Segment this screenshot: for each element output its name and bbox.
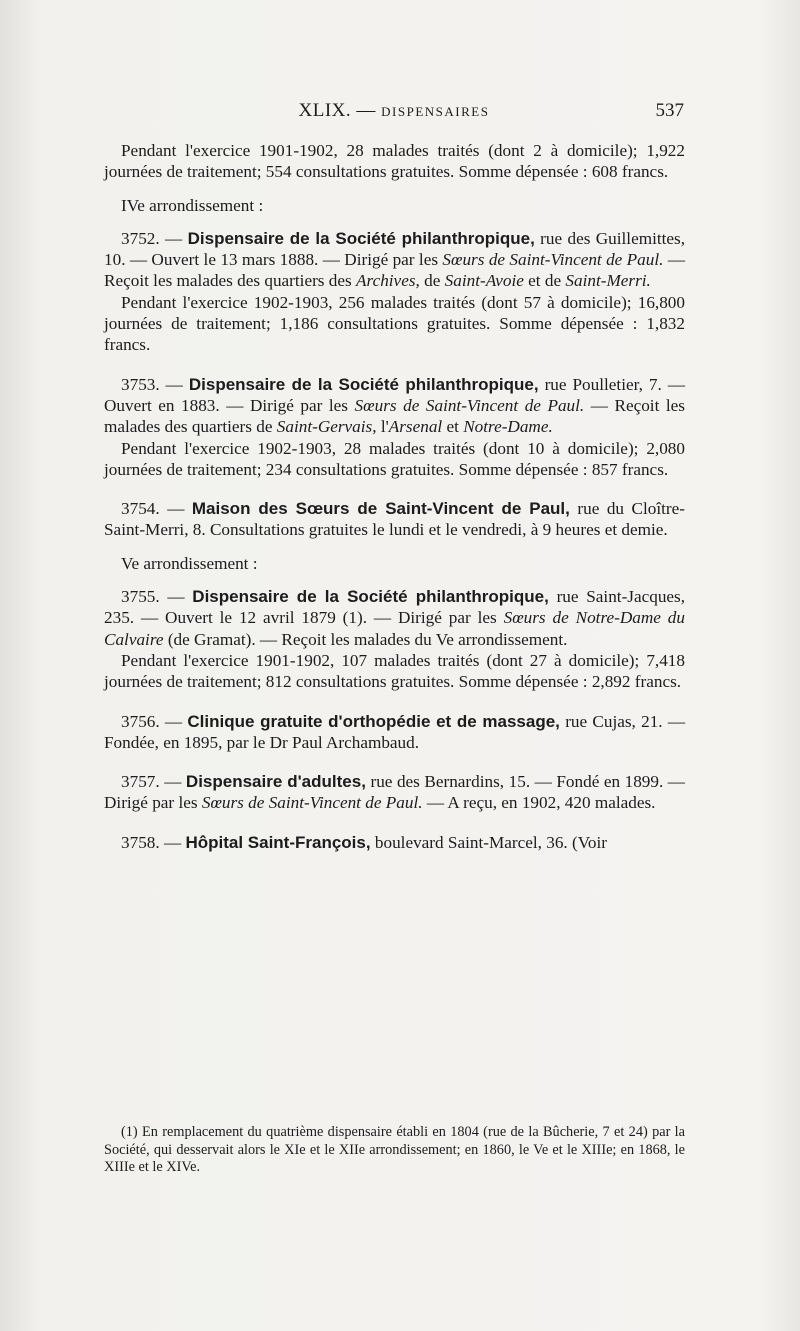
entry-3755: 3755. — Dispensaire de la Société philanthropique, rue Saint-Jacques, 235. — Ouvert le 12 avril 1879 (1). — Dirigé par les Sœurs de Notre-Dame du Calvaire (de Gramat). — Reçoit les malades du Ve arrondissement. [104,587,686,649]
entry-name: Hôpital Saint-François, [185,832,371,852]
footnote-text: (1) En remplacement du quatrième dispensaire établi en 1804 (rue de la Bûcherie, 7 et 24) par la Société, qui desservait alors le XIe et le XIIe arrondissement; en 1860, le Ve et le XIIIe; en 1868, le XIIIe et le XIVe. [104,1124,685,1175]
entry-number: 3756. — [121,711,183,731]
page-number: 537 [655,100,684,121]
header-section: DISPENSAIRES [381,104,490,119]
entry-name: Clinique gratuite d'orthopédie et de massage, [187,711,560,731]
entry-3753: 3753. — Dispensaire de la Société philanthropique, rue Poulletier, 7. — Ouvert en 1883. — Dirigé par les Sœurs de Saint-Vincent de Paul. — Reçoit les malades des quartiers de Saint-Gervais, l'Arsenal et Notre-Dame. [104,374,686,437]
footnote [104,1124,685,1177]
entry-3755-stats: Pendant l'exercice 1901-1902, 107 malades traités (dont 27 à domicile); 7,418 journées de traitement; 812 consultations gratuites. Somme dépensée : 2,892 francs. [104,650,685,692]
entry-name: Dispensaire de la Société philanthropique, [188,374,539,394]
entry-3754: 3754. — Maison des Sœurs de Saint-Vincent de Paul, rue du Cloître-Saint-Merri, 8. Consultations gratuites le lundi et le vendredi, à 9 heures et demie. [104,499,685,540]
header-title [104,100,684,122]
entry-3752: 3752. — Dispensaire de la Société philanthropique, rue des Guillemittes, 10. — Ouvert le 13 mars 1888. — Dirigé par les Sœurs de Saint-Vincent de Paul. — Reçoit les malades des quartiers des Archives, de Saint-Avoie et de Saint-Merri. [104,228,686,291]
paragraph-1901-stats: Pendant l'exercice 1901-1902, 28 malades traités (dont 2 à domicile); 1,922 journées de traitement; 554 consultations gratuites. Somme dépensée : 608 francs. [104,141,685,182]
entry-3757: 3757. — Dispensaire d'adultes, rue des Bernardins, 15. — Fondé en 1899. — Dirigé par les Sœurs de Saint-Vincent de Paul. — A reçu, en 1902, 420 malades. [104,772,685,813]
entry-3756: 3756. — Clinique gratuite d'orthopédie et de massage, rue Cujas, 21. — Fondée, en 1895, par le Dr Paul Archambaud. [104,711,686,752]
entry-name: Maison des Sœurs de Saint-Vincent de Paul, [191,499,570,519]
arrondissement-5-heading: Ve arrondissement : [121,553,258,573]
entry-name: Dispensaire de la Société philanthropique, [192,587,549,607]
running-header [104,100,684,126]
entry-3753-stats: Pendant l'exercice 1902-1903, 28 malades traités (dont 10 à domicile); 2,080 journées de traitement; 234 consultations gratuites. Somme dépensée : 857 francs. [104,438,685,479]
entry-3752-stats: Pendant l'exercice 1902-1903, 256 malades traités (dont 57 à domicile); 16,800 journées de traitement; 1,186 consultations gratuites. Somme dépensée : 1,832 francs. [104,292,685,355]
entry-number: 3755. — [121,587,185,607]
entry-name: Dispensaire de la Société philanthropique, [187,228,535,248]
entry-3758: 3758. — Hôpital Saint-François, boulevard Saint-Marcel, 36. (Voir [121,832,608,852]
entry-number: 3757. — [121,772,182,792]
entry-name: Dispensaire d'adultes, [185,772,366,792]
entry-number: 3753. — [121,374,183,394]
header-dash: — [356,100,376,121]
entry-number: 3752. — [121,228,183,248]
entry-number: 3758. — [121,832,182,852]
page-body [104,140,685,853]
header-roman: XLIX. [298,100,352,121]
arrondissement-4-heading: IVe arrondissement : [121,195,264,215]
entry-number: 3754. — [121,499,185,519]
